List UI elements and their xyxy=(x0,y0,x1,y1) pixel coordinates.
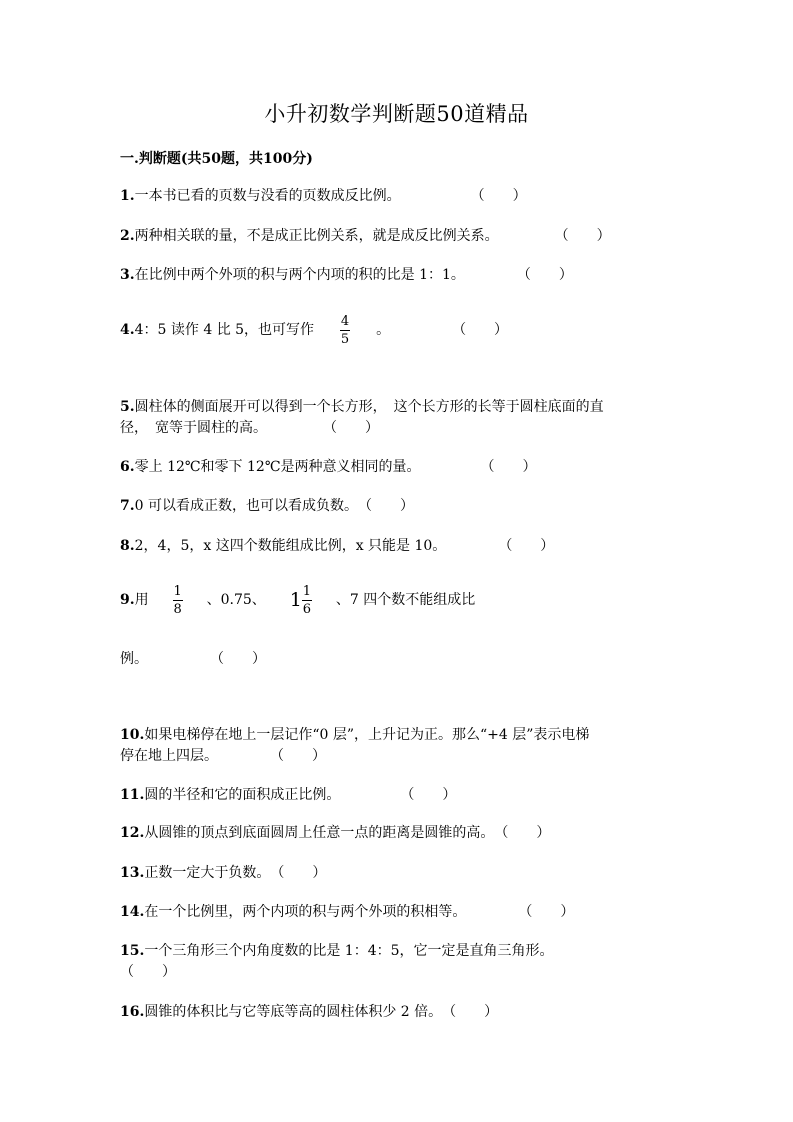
question-number: 9. xyxy=(120,592,135,608)
question-text-after: 、7 四个数不能组成比 xyxy=(335,592,476,608)
question-9-line2 xyxy=(120,649,680,670)
mixed-number-whole: 1 xyxy=(289,589,302,611)
question-text-mid: 、0.75、 xyxy=(206,592,266,608)
question-number: 14. xyxy=(120,904,145,920)
section-header: 一.判断题(共50题，共100分) xyxy=(120,151,313,167)
question-number: 3. xyxy=(120,267,135,283)
question-number: 11. xyxy=(120,787,145,803)
question-text: 零上 12℃和零下 12℃是两种意义相同的量。 xyxy=(134,459,421,475)
question-number: 8. xyxy=(120,538,135,554)
question-text: 圆的半径和它的面积成正比例。 xyxy=(144,787,341,803)
question-text: 一本书已看的页数与没看的页数成反比例。 xyxy=(134,188,401,204)
question-text: 两种相关联的量，不是成正比例关系，就是成反比例关系。 xyxy=(134,228,499,244)
question-text: 从圆锥的顶点到底面圆周上任意一点的距离是圆锥的高。 xyxy=(144,825,495,841)
question-7 xyxy=(120,496,680,517)
question-number: 15. xyxy=(120,943,145,959)
question-text: 0 可以看成正数，也可以看成负数。 xyxy=(134,498,358,514)
fraction-bar xyxy=(302,600,312,601)
question-text-line2: 例。 xyxy=(120,651,148,667)
question-9 xyxy=(120,582,680,618)
answer-blank[interactable]: （ ） xyxy=(518,904,575,920)
fraction-numerator: 1 xyxy=(173,583,182,599)
question-text-line2: 停在地上四层。 xyxy=(120,748,218,764)
question-6 xyxy=(120,457,680,478)
question-16 xyxy=(120,1002,680,1023)
fraction xyxy=(173,584,183,617)
answer-blank[interactable]: （ ） xyxy=(494,825,551,841)
question-text: 2，4，5，x 这四个数能组成比例，x 只能是 10。 xyxy=(134,538,447,554)
question-8 xyxy=(120,536,680,557)
answer-blank[interactable]: （ ） xyxy=(442,1004,499,1020)
answer-blank[interactable]: （ ） xyxy=(357,498,414,514)
answer-blank[interactable]: （ ） xyxy=(323,420,379,436)
fraction-denominator: 6 xyxy=(302,601,312,617)
question-number: 5. xyxy=(120,399,135,415)
question-5 xyxy=(120,397,680,439)
question-number: 10. xyxy=(120,727,145,743)
question-11 xyxy=(120,785,680,806)
fraction-bar xyxy=(340,330,350,331)
answer-blank[interactable]: （ ） xyxy=(452,322,509,338)
fraction-numerator: 4 xyxy=(340,313,350,329)
question-text-line2: 径， 宽等于圆柱的高。 xyxy=(120,420,267,436)
question-text: 在比例中两个外项的积与两个内项的积的比是 1：1。 xyxy=(134,267,465,283)
question-number: 1. xyxy=(120,188,135,204)
question-text: 圆柱体的侧面展开可以得到一个长方形， 这个长方形的长等于圆柱底面的直 xyxy=(134,399,604,415)
answer-blank[interactable]: （ ） xyxy=(270,865,327,881)
fraction xyxy=(302,584,312,617)
fraction xyxy=(340,314,350,347)
fraction-numerator: 1 xyxy=(302,583,312,599)
fraction-denominator: 5 xyxy=(340,331,350,347)
question-4 xyxy=(120,312,680,348)
question-14 xyxy=(120,902,680,923)
question-number: 4. xyxy=(120,322,135,338)
question-text-after: 。 xyxy=(376,322,391,338)
question-text: 如果电梯停在地上一层记作“0 层”，上升记为正。那么“+4 层”表示电梯 xyxy=(144,727,590,743)
question-number: 13. xyxy=(120,865,145,881)
answer-blank[interactable]: （ ） xyxy=(210,651,266,667)
question-text: 正数一定大于负数。 xyxy=(144,865,271,881)
question-text: 用 xyxy=(134,592,149,608)
question-text: 在一个比例里，两个内项的积与两个外项的积相等。 xyxy=(144,904,467,920)
answer-blank[interactable]: （ ） xyxy=(470,188,527,204)
answer-blank[interactable]: （ ） xyxy=(498,538,555,554)
question-text: 4：5 读作 4 比 5，也可写作 xyxy=(134,322,315,338)
answer-blank[interactable]: （ ） xyxy=(400,787,457,803)
question-2 xyxy=(120,226,680,247)
fraction-bar xyxy=(173,600,183,601)
answer-blank[interactable]: （ ） xyxy=(120,964,176,980)
question-13 xyxy=(120,863,680,884)
question-12 xyxy=(120,823,680,844)
question-number: 6. xyxy=(120,459,135,475)
question-number: 16. xyxy=(120,1004,145,1020)
question-10 xyxy=(120,725,680,767)
question-number: 2. xyxy=(120,228,135,244)
question-number: 12. xyxy=(120,825,145,841)
question-number: 7. xyxy=(120,498,135,514)
answer-blank[interactable]: （ ） xyxy=(516,267,573,283)
fraction-denominator: 8 xyxy=(173,601,182,617)
question-text: 一个三角形三个内角度数的比是 1：4：5，它一定是直角三角形。 xyxy=(144,943,554,959)
answer-blank[interactable]: （ ） xyxy=(480,459,537,475)
page-title: 小升初数学判断题50道精品 xyxy=(264,102,529,126)
question-text: 圆锥的体积比与它等底等高的圆柱体积少 2 倍。 xyxy=(144,1004,443,1020)
question-1 xyxy=(120,186,680,207)
answer-blank[interactable]: （ ） xyxy=(554,228,611,244)
answer-blank[interactable]: （ ） xyxy=(270,748,326,764)
question-3 xyxy=(120,265,680,286)
question-15 xyxy=(120,941,680,983)
